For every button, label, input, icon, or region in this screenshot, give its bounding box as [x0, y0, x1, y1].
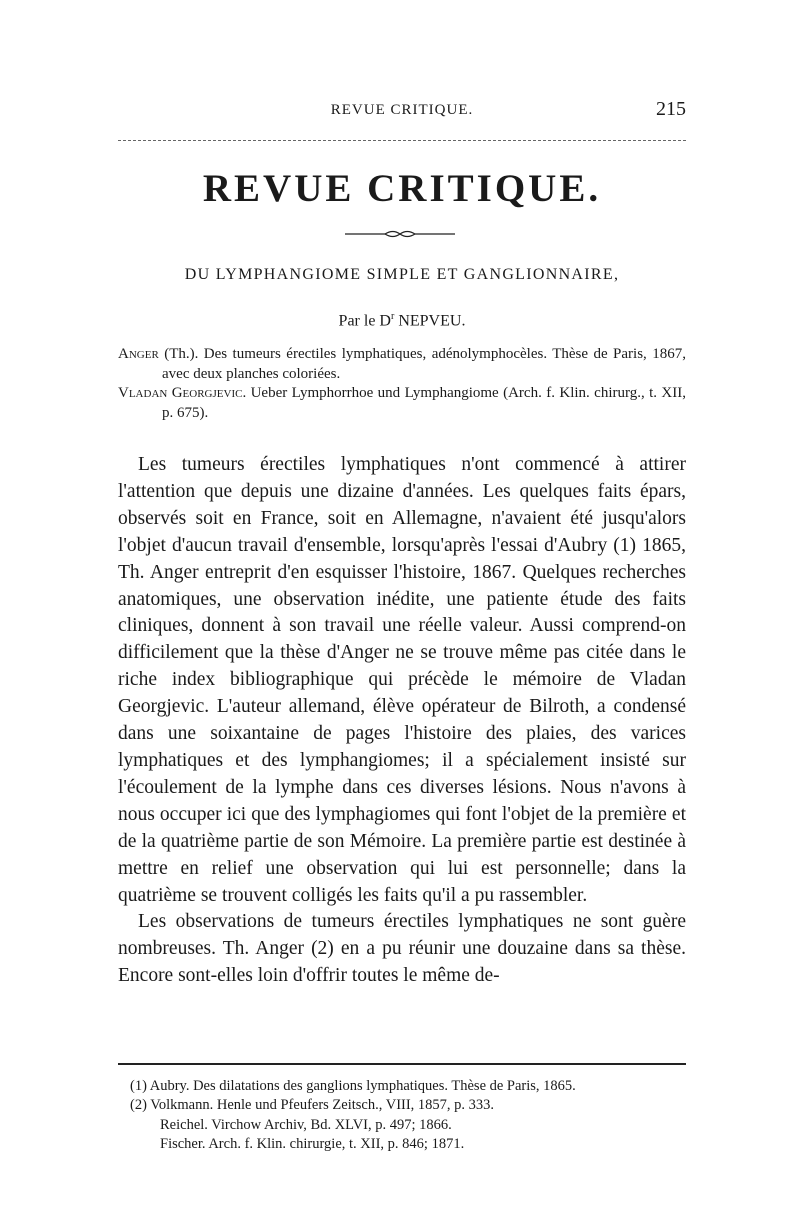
article-title: DU LYMPHANGIOME SIMPLE ET GANGLIONNAIRE,: [184, 266, 620, 283]
byline-author: NEPVEU.: [394, 312, 466, 330]
running-header: [118, 98, 686, 126]
body-text: [118, 452, 686, 990]
reference-item: [118, 345, 686, 384]
footnote: (2) Volkmann. Henle und Pfeufers Zeitsch., VIII, 1857, p. 333.: [130, 1097, 495, 1114]
header-rule: [118, 140, 686, 141]
reference-item: [118, 384, 686, 423]
references: [118, 345, 686, 423]
byline: [118, 311, 686, 330]
footnote-continuation: Fischer. Arch. f. Klin. chirurgie, t. XII, p. 846; 1871.: [160, 1135, 465, 1152]
byline-prefix: Par le D: [338, 312, 391, 330]
footnote-continuation: Reichel. Virchow Archiv, Bd. XLVI, p. 497; 1866.: [160, 1116, 452, 1133]
ornament-divider: [345, 229, 455, 239]
reference-text: (Th.). Des tumeurs érectiles lymphatiques, adénolymphocèles. Thèse de Paris, 1867, avec deux planches coloriées.: [158, 346, 686, 382]
reference-author: Anger: [118, 346, 159, 362]
footnotes: [130, 1077, 686, 1154]
footnote: (1) Aubry. Des dilatations des ganglions lymphatiques. Thèse de Paris, 1865.: [130, 1078, 576, 1094]
body-paragraph: Les tumeurs érectiles lymphatiques n'ont commencé à attirer l'attention que depuis une dizaine d'années. Les quelques faits épars, observés soit en France, soit en Allemagne, n'avaient été jusqu'alors l'objet d'aucun travail d'ensemble, lorsqu'après l'essai d'Aubry (1) 1865, Th. Anger entreprit d'en esquisser l'histoire, 1867. Quelques recherches anatomiques, une observation inédite, une patiente étude des faits cliniques, donnent à son travail une réelle valeur. Aussi comprend-on difficilement que la thèse d'Anger ne se trouve même pas citée dans le riche index bibliographique qui précède le mémoire de Vladan Georgjevic. L'auteur allemand, élève opérateur de Bilroth, a condensé dans une soixantaine de pages l'histoire des plaies, des varices lymphatiques et des lymphangiomes; il a spécialement insisté sur l'écoulement de la lymphe dans ces diverses lésions. Nous n'avons à nous occuper ici que des lymphagiomes qui font l'objet de la première et de la quatrième partie de son Mémoire. La première partie est destinée à mettre en relief une observation qui lui est personnelle; dans la quatrième se trouvent colligés les faits qu'il a pu rassembler.: [118, 454, 686, 906]
main-title: REVUE CRITIQUE.: [202, 167, 602, 210]
body-paragraph: Les observations de tumeurs érectiles lymphatiques ne sont guère nombreuses. Th. Anger (2) en a pu réunir une douzaine dans sa thèse. Encore sont-elles loin d'offrir toutes le même de-: [118, 911, 686, 987]
reference-author: Vladan Georgjevic: [118, 385, 243, 401]
page-number: 215: [656, 98, 686, 120]
byline-sup: r: [390, 311, 395, 322]
footnote-rule: [118, 1063, 686, 1065]
running-title: REVUE CRITIQUE.: [330, 102, 474, 118]
reference-text: . Ueber Lymphorrhoe und Lymphangiome (Arch. f. Klin. chirurg., t. XII, p. 675).: [162, 385, 686, 421]
